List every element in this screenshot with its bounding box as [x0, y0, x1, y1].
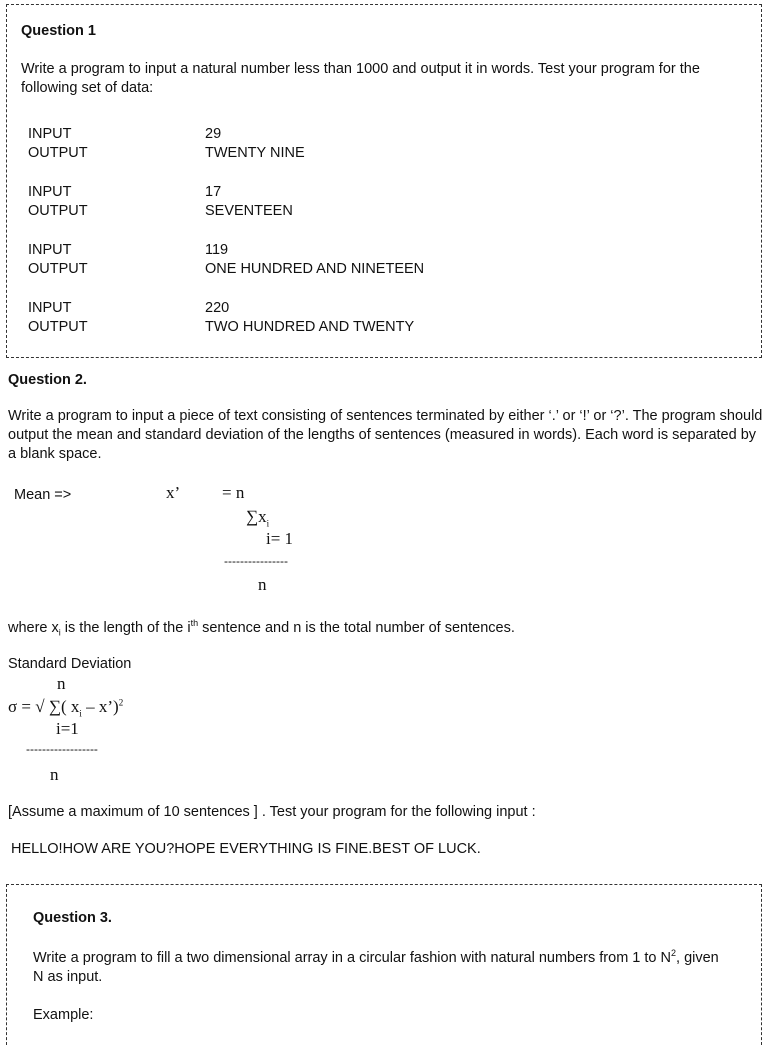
case-input-label: INPUT — [28, 126, 72, 142]
sd-expression: σ = √ ∑( $x_i$ – x’)$^2$ — [8, 697, 124, 719]
case-output-value: SEVENTEEN — [205, 203, 293, 219]
question-1-heading: Question 1 — [21, 23, 96, 39]
sd-denominator: n — [50, 765, 59, 784]
mean-symbol: x’ — [166, 483, 181, 502]
question-2-heading: Question 2. — [8, 372, 87, 388]
case-input-label: INPUT — [28, 242, 72, 258]
case-input-label: INPUT — [28, 184, 72, 200]
case-output-value: ONE HUNDRED AND NINETEEN — [205, 261, 425, 277]
mean-sum-lower: i= 1 — [266, 529, 294, 548]
mean-equals: = n — [222, 483, 245, 502]
case-input-value: 119 — [205, 242, 229, 258]
mean-fraction-rule: ---------------- — [224, 554, 288, 568]
question-1-box — [6, 4, 762, 358]
mean-label: Mean => — [14, 487, 72, 503]
mean-sum: $\sum x_i$ — [246, 507, 270, 529]
sd-upper: n — [57, 674, 66, 693]
case-output-value: TWO HUNDRED AND TWENTY — [205, 319, 415, 335]
mean-denominator: n — [258, 575, 267, 594]
case-input-value: 17 — [205, 184, 222, 200]
question-3-text: Write a program to fill a two dimensional array in a circular fashion with natural numbers from 1 to $N^2$, given N as input. — [33, 948, 719, 985]
assume-text: [Assume a maximum of 10 sentences ] . Test your program for the following input : — [8, 804, 536, 820]
case-input-label: INPUT — [28, 300, 72, 316]
sd-fraction-rule: ------------------ — [26, 742, 98, 756]
sd-label: Standard Deviation — [8, 656, 132, 672]
case-output-value: TWENTY NINE — [205, 145, 305, 161]
case-input-value: 29 — [205, 126, 222, 142]
where-text: where $x_i$ is the length of the $i^{th}$ sentence and n is the total number of sentences. — [8, 618, 515, 638]
case-output-label: OUTPUT — [28, 319, 88, 335]
question-1-text: Write a program to input a natural number less than 1000 and output it in words. Test your program for the following set of data: — [21, 61, 700, 96]
question-3-heading: Question 3. — [33, 910, 112, 926]
question-3-example: Example: — [33, 1007, 94, 1023]
sd-lower: i=1 — [56, 719, 79, 738]
case-input-value: 220 — [205, 300, 230, 316]
case-output-label: OUTPUT — [28, 203, 88, 219]
sample-input: HELLO!HOW ARE YOU?HOPE EVERYTHING IS FINE.BEST OF LUCK. — [11, 841, 481, 857]
case-output-label: OUTPUT — [28, 261, 88, 277]
question-2-text: Write a program to input a piece of text consisting of sentences terminated by either ‘.’ or ‘!’ or ‘?’. The program should output the mean and standard deviation of the lengths of sentences (measured in words). Each word is separated by a blank space. — [8, 408, 763, 462]
case-output-label: OUTPUT — [28, 145, 88, 161]
